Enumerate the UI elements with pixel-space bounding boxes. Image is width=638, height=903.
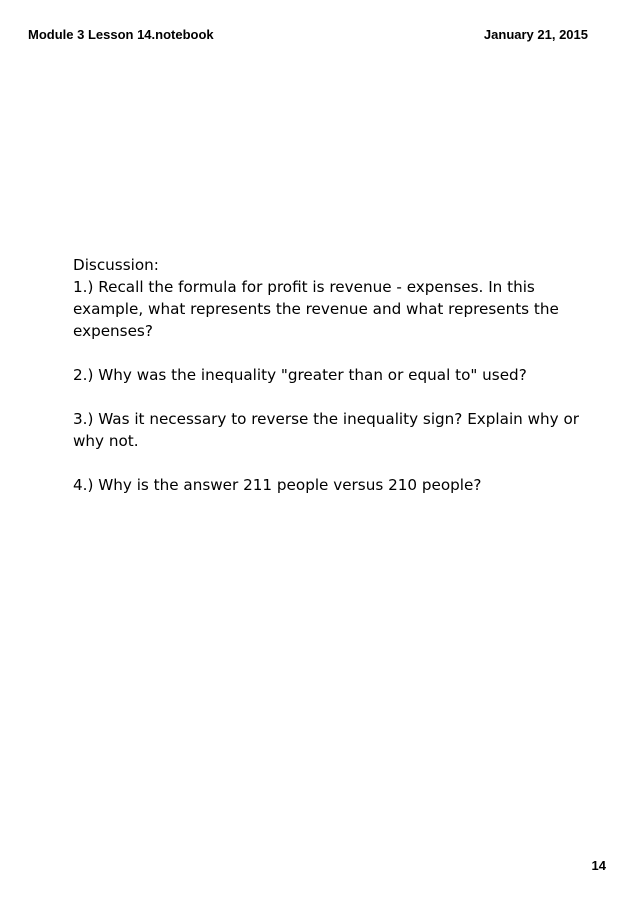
discussion-heading: Discussion: [73,256,159,274]
page-number: 14 [591,858,606,873]
question-2: 2.) Why was the inequality "greater than or equal to" used? [73,366,527,384]
question-4: 4.) Why is the answer 211 people versus 210 people? [73,476,482,494]
question-3: 3.) Was it necessary to reverse the inequality sign? Explain why or why not. [73,410,580,450]
page-date: January 21, 2015 [483,27,588,42]
notebook-filename: Module 3 Lesson 14.notebook [28,27,214,42]
discussion-block [73,254,593,496]
question-1: 1.) Recall the formula for profit is revenue - expenses. In this example, what represents the revenue and what represents the expenses? [73,278,559,340]
